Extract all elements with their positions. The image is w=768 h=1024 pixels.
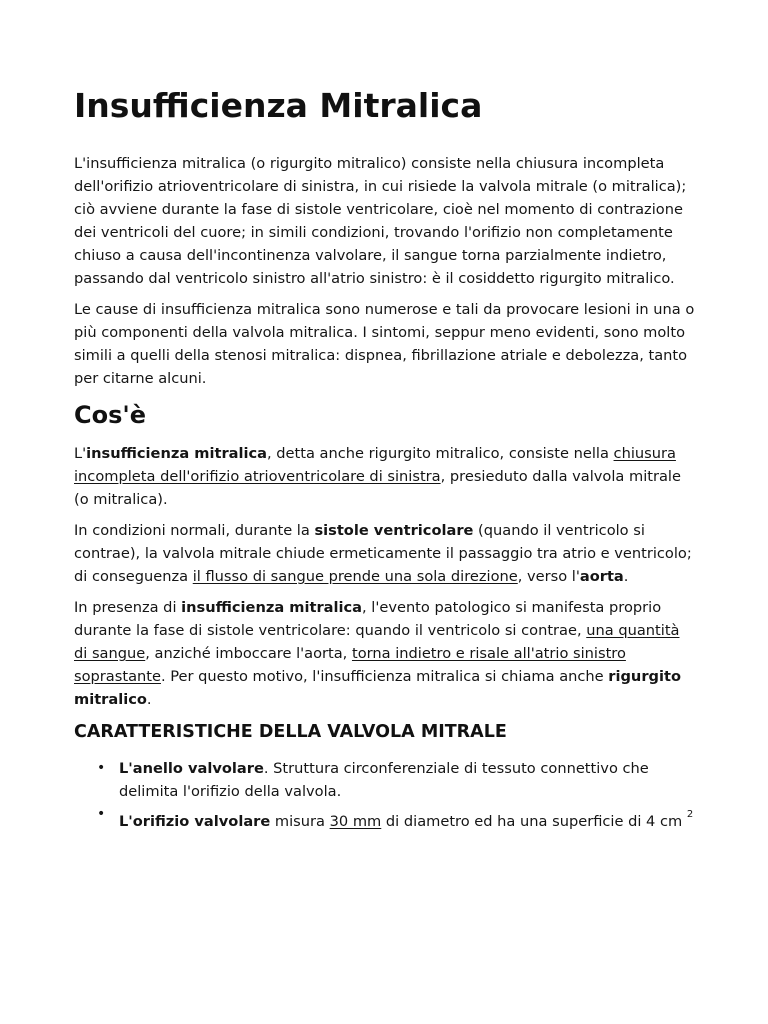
text-run: , anziché imboccare l'aorta,: [145, 645, 352, 662]
paragraph-normal-conditions: [74, 519, 696, 588]
text-run: .: [623, 568, 629, 585]
superscript: 2: [686, 809, 694, 820]
underlined-phrase: chiusura incompleta dell'orifizio atrioventricolare di sinistra: [74, 445, 676, 485]
bold-term: L'anello valvolare: [119, 760, 264, 777]
document-body: [74, 84, 696, 833]
bold-term: insufficienza mitralica: [181, 599, 362, 616]
bold-term: aorta: [579, 568, 624, 585]
list-item: [97, 803, 696, 833]
text-run: In presenza di: [74, 599, 182, 616]
text-run: , detta anche rigurgito mitralico, consiste nella: [267, 445, 614, 462]
text-run: , verso l': [517, 568, 580, 585]
section-heading-cos-e: Cos'è: [74, 401, 147, 429]
text-run: , l'evento patologico si manifesta proprio durante la fase di sistole ventricolare: quando il ventricolo si contrae,: [74, 599, 662, 639]
underlined-phrase: una quantità di sangue: [74, 622, 680, 662]
intro-paragraph-1: L'insufficienza mitralica (o rigurgito mitralico) consiste nella chiusura incompleta dell'orifizio atrioventricolare di sinistra, in cui risiede la valvola mitrale (o mitralica); ciò avviene durante la fase di sistole ventricolare, cioè nel momento di contrazione dei ventricoli del cuore; in simili condizioni, trovando l'orifizio non completamente chiuso a causa dell'incontinenza valvolare, il sangue torna parzialmente indietro, passando dal ventricolo sinistro all'atrio sinistro: è il cosiddetto rigurgito mitralico.: [74, 155, 687, 287]
text-run: misura: [270, 813, 330, 830]
text-run: di diametro ed ha una superficie di 4 cm: [381, 813, 687, 830]
bold-term: insufficienza mitralica: [86, 445, 267, 462]
bullet-icon: •: [97, 806, 106, 822]
text-run: .: [146, 691, 152, 708]
bold-term: rigurgito mitralico: [74, 668, 681, 708]
list-item: [97, 757, 696, 803]
underlined-phrase: il flusso di sangue prende una sola direzione: [192, 568, 518, 585]
intro-paragraph-2: Le cause di insufficienza mitralica sono numerose e tali da provocare lesioni in una o più componenti della valvola mitralica. I sintomi, seppur meno evidenti, sono molto simili a quelli della stenosi mitralica: dispnea, fibrillazione atriale e debolezza, tanto per citarne alcuni.: [74, 301, 695, 387]
underlined-phrase: 30 mm: [329, 813, 382, 830]
underlined-phrase: torna indietro e risale all'atrio sinistro soprastante: [74, 645, 626, 685]
text-run: . Per questo motivo, l'insufficienza mitralica si chiama anche: [160, 668, 609, 685]
bullet-icon: •: [97, 760, 106, 776]
text-run: , presieduto dalla valvola mitrale (o mitralica).: [74, 468, 681, 508]
subsection-heading-valve: CARATTERISTICHE DELLA VALVOLA MITRALE: [74, 722, 507, 742]
text-run: (quando il ventricolo si contrae), la valvola mitrale chiude ermeticamente il passaggio tra atrio e ventricolo; di conseguenza: [74, 522, 692, 585]
paragraph-pathology: [74, 596, 696, 711]
bold-term: L'orifizio valvolare: [119, 813, 271, 830]
valve-features-list: [74, 757, 696, 833]
paragraph-definition: [74, 442, 696, 511]
bold-term: sistole ventricolare: [314, 522, 474, 539]
text-run: In condizioni normali, durante la: [74, 522, 315, 539]
text-run: . Struttura circonferenziale di tessuto connettivo che delimita l'orifizio della valvola.: [119, 760, 649, 800]
text-run: L': [74, 445, 87, 462]
page-title: Insufficienza Mitralica: [74, 86, 483, 125]
